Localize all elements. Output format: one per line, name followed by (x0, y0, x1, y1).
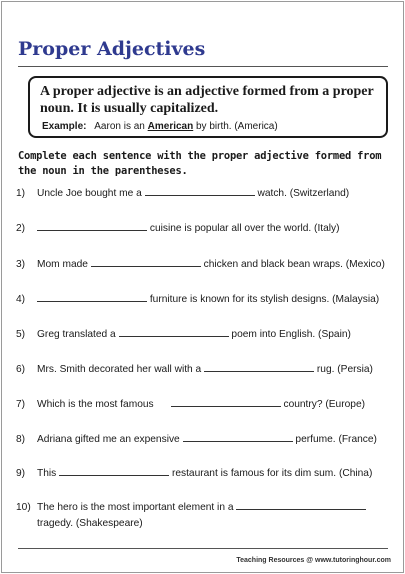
question-text-after: rug. (Persia) (316, 364, 373, 375)
question-text-before: The hero is the most important element in a (37, 502, 234, 513)
example-before: Aaron is an (94, 121, 145, 132)
instructions: Complete each sentence with the proper adjective formed from the noun in the parentheses. (18, 150, 382, 177)
question-text-after: furniture is known for its stylish designs. (Malaysia) (149, 294, 380, 305)
answer-blank[interactable] (183, 432, 293, 442)
page-title: Proper Adjectives (18, 38, 206, 60)
question-text-before: This (37, 468, 57, 479)
question-number: 8) (16, 434, 26, 445)
question-text-before: Mrs. Smith decorated her wall with a (37, 364, 202, 375)
question-number: 4) (16, 294, 26, 305)
example-answer: American (147, 121, 194, 132)
footer-divider (18, 548, 388, 549)
answer-blank[interactable] (91, 257, 201, 267)
question-text-before: Greg translated a (37, 329, 116, 340)
question-text-before: Adriana gifted me an expensive (37, 434, 180, 445)
question-number: 7) (16, 399, 26, 410)
question-text-after: cuisine is popular all over the world. (Italy) (149, 223, 340, 234)
example-label: Example: (42, 121, 87, 132)
example-line (42, 121, 278, 132)
question-text-after: country? (Europe) (283, 399, 366, 410)
example-after: by birth. (America) (196, 121, 278, 132)
answer-blank[interactable] (204, 362, 314, 372)
question-number: 6) (16, 364, 26, 375)
question-text-after: chicken and black bean wraps. (Mexico) (203, 259, 385, 270)
question-number: 2) (16, 223, 26, 234)
answer-blank[interactable] (119, 327, 229, 337)
question-number: 5) (16, 329, 26, 340)
question-text-after: perfume. (France) (295, 434, 377, 445)
answer-blank[interactable] (37, 221, 147, 231)
definition-box (28, 76, 388, 138)
answer-blank[interactable] (236, 500, 366, 510)
title-divider (18, 66, 388, 67)
question-text-before: Mom made (37, 259, 88, 270)
question-number: 10) (16, 502, 31, 513)
answer-blank[interactable] (59, 466, 169, 476)
question-number: 1) (16, 188, 26, 199)
footer-credit: Teaching Resources @ www.tutoringhour.com (236, 557, 391, 564)
answer-blank[interactable] (171, 397, 281, 407)
question-text-before: Which is the most famous (37, 399, 154, 410)
question-number: 3) (16, 259, 26, 270)
question-text-after: poem into English. (Spain) (231, 329, 351, 340)
question-text-before: Uncle Joe bought me a (37, 188, 142, 199)
answer-blank[interactable] (37, 292, 147, 302)
answer-blank[interactable] (145, 186, 255, 196)
definition-text: A proper adjective is an adjective formed from a proper noun. It is usually capitalized. (40, 84, 374, 116)
question-text-continued: tragedy. (Shakespeare) (37, 518, 143, 529)
question-number: 9) (16, 468, 26, 479)
question-text-after: restaurant is famous for its dim sum. (China) (171, 468, 373, 479)
question-text-after: watch. (Switzerland) (257, 188, 350, 199)
